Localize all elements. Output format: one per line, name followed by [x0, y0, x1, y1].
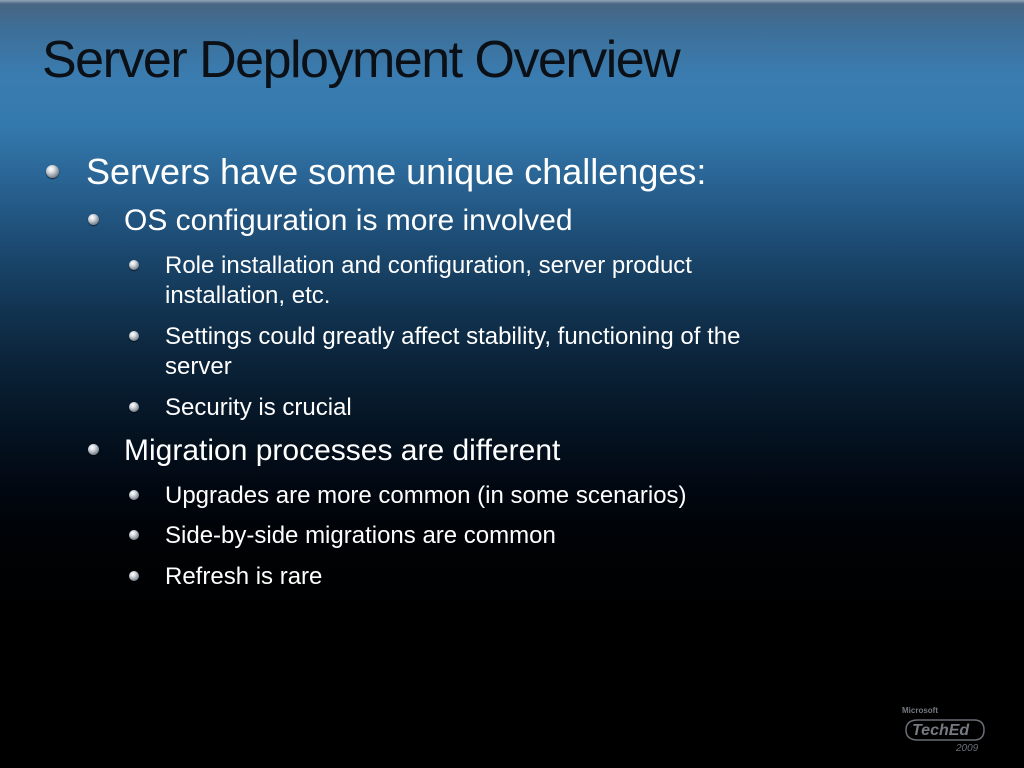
bullet-icon: [88, 214, 99, 225]
bullet-text: Settings could greatly affect stability, functioning of the server: [165, 323, 741, 380]
logo-brand-text: Microsoft: [902, 706, 938, 715]
bullet-icon: [129, 331, 139, 341]
bullet-text: Security is crucial: [165, 394, 352, 421]
bullet-text: OS configuration is more involved: [124, 204, 573, 237]
bullet-item: [86, 150, 706, 194]
bullet-text: Migration processes are different: [124, 434, 561, 467]
bullet-item: [165, 393, 805, 423]
bullet-item: [165, 322, 805, 382]
bullet-icon: [129, 530, 139, 540]
bullet-icon: [88, 444, 99, 455]
logo-name-text: TechEd: [912, 722, 970, 739]
bullet-icon: [46, 165, 59, 178]
bullet-text: Role installation and configuration, server product installation, etc.: [165, 252, 692, 309]
teched-logo: [898, 700, 990, 754]
bullet-icon: [129, 260, 139, 270]
bullet-text: Refresh is rare: [165, 563, 323, 590]
bullet-icon: [129, 571, 139, 581]
bullet-text: Side-by-side migrations are common: [165, 522, 556, 549]
bullet-icon: [129, 402, 139, 412]
bullet-item: [165, 481, 805, 511]
bullet-item: [165, 562, 805, 592]
bullet-item: [124, 433, 560, 469]
bullet-icon: [129, 490, 139, 500]
slide-title: Server Deployment Overview: [42, 31, 680, 89]
bullet-item: [124, 203, 573, 239]
bullet-text: Servers have some unique challenges:: [86, 151, 707, 192]
bullet-item: [165, 521, 805, 551]
bullet-item: [165, 251, 805, 311]
bullet-text: Upgrades are more common (in some scenarios): [165, 482, 687, 509]
logo-year-text: 2009: [956, 743, 979, 754]
